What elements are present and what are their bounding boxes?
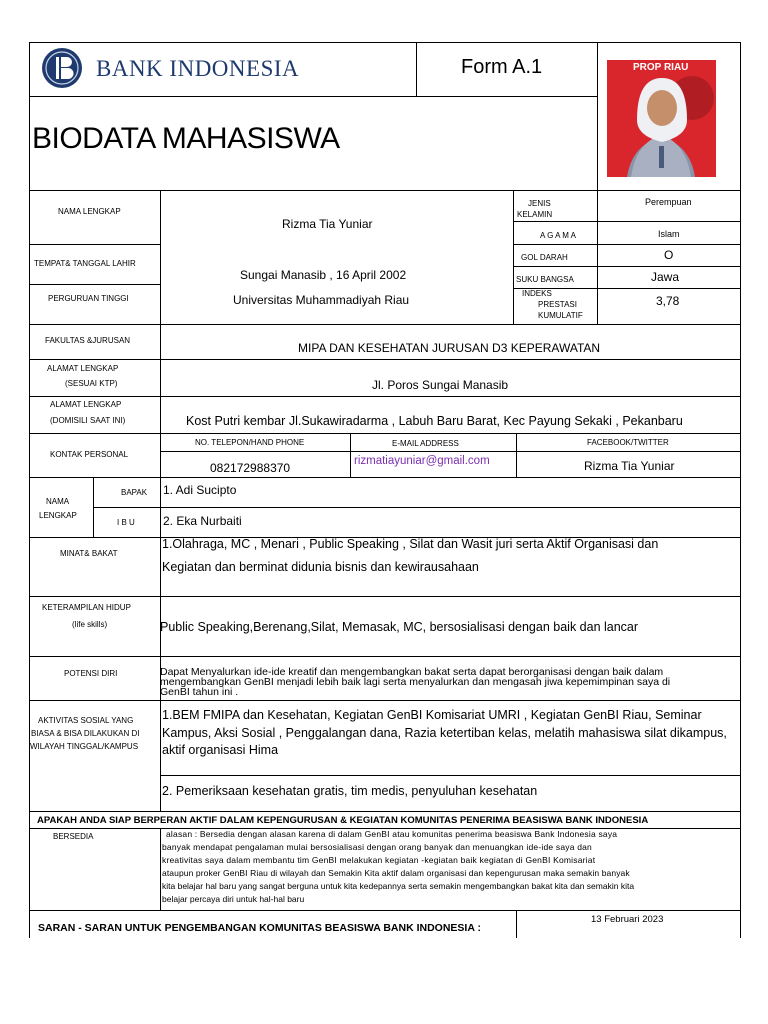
pt-value: Universitas Muhammadiyah Riau: [233, 293, 410, 307]
ipk-label-3: KUMULATIF: [538, 311, 583, 320]
minat-label: MINAT& BAKAT: [60, 549, 118, 558]
pt-label: PERGURUAN TINGGI: [48, 294, 129, 303]
fakultas-label: FAKULTAS &JURUSAN: [45, 336, 131, 345]
nama-label: NAMA LENGKAP: [58, 207, 121, 216]
ipk-label-2: PRESTASI: [538, 300, 577, 309]
ipk-value: 3,78: [656, 294, 680, 308]
bi-emblem-icon: [38, 46, 86, 90]
photo-caption: PROP RIAU: [633, 62, 689, 73]
alamat-ktp-label-2: (SESUAI KTP): [65, 379, 118, 388]
alamat-domisili-value: Kost Putri kembar Jl.Sukawiradarma , Labuh Baru Barat, Kec Payung Sekaki , Pekanbaru: [186, 414, 683, 428]
aktivitas-item1-line-2: Kampus, Aksi Sosial , Penggalangan dana, Razia ketertiban kelas, melatih mahasiswa silat dikampus,: [162, 726, 727, 740]
bank-indonesia-logo: [38, 46, 318, 90]
aktivitas-item1-line-1: 1.BEM FMIPA dan Kesehatan, Kegiatan GenBI Komisariat UMRI , Kegiatan GenBI Riau, Seminar: [162, 708, 702, 722]
aktivitas-label-2: BIASA & BISA DILAKUKAN DI: [31, 729, 140, 738]
alamat-domisili-label-2: (DOMISILI SAAT INI): [50, 416, 126, 425]
orang-tua-label-2: LENGKAP: [39, 511, 77, 520]
form-label: Form A.1: [461, 56, 543, 78]
kesediaan-line-3: kreativitas saya dalam membantu tim GenBI melakukan kegiatan -kegiatan baik kegiatan di GenBI Komisariat: [162, 855, 596, 865]
keterampilan-label-1: KETERAMPILAN HIDUP: [42, 603, 131, 612]
suku-value: Jawa: [651, 270, 680, 284]
ttl-value: Sungai Manasib , 16 April 2002: [240, 268, 407, 282]
kontak-label: KONTAK PERSONAL: [50, 450, 129, 459]
potensi-line-2: mengembangkan GenBI menjadi lebih baik lagi serta menyalurkan dan mengasah jiwa kepemimpinan saya di: [160, 676, 671, 688]
kesediaan-line-1: alasan : Bersedia dengan alasan karena di dalam GenBI atau komunitas penerima beasiswa Bank Indonesia saya: [166, 829, 618, 839]
potensi-line-3: GenBI tahun ini .: [160, 686, 239, 698]
bapak-value: 1. Adi Sucipto: [163, 483, 237, 497]
saran-date: 13 Februari 2023: [591, 914, 664, 925]
jenis-kelamin-label-1: JENIS: [528, 199, 551, 208]
ibu-value: 2. Eka Nurbaiti: [163, 514, 242, 528]
bapak-label: BAPAK: [121, 488, 148, 497]
logo-text: BANK INDONESIA: [96, 56, 300, 81]
email-header: E-MAIL ADDRESS: [392, 439, 459, 448]
orang-tua-label-1: NAMA: [46, 497, 70, 506]
agama-value: Islam: [658, 229, 680, 239]
jenis-kelamin-value: Perempuan: [645, 197, 692, 207]
aktivitas-item2: 2. Pemeriksaan kesehatan gratis, tim medis, penyuluhan kesehatan: [162, 784, 538, 798]
kesediaan-answer-label: BERSEDIA: [53, 832, 94, 841]
potensi-label: POTENSI DIRI: [64, 669, 118, 678]
fakultas-value: MIPA DAN KESEHATAN JURUSAN D3 KEPERAWATAN: [298, 341, 601, 355]
kesediaan-question: APAKAH ANDA SIAP BERPERAN AKTIF DALAM KEPENGURUSAN & KEGIATAN KOMUNITAS PENERIMA BEASISWA BANK INDONESIA: [37, 815, 649, 826]
kesediaan-line-6: belajar percaya diri untuk hal-hal baru: [162, 894, 305, 904]
kesediaan-line-5: kita belajar hal baru yang sangat berguna untuk kita kedepannya serta semakin mengembangkan bakat kita dan semakin kita: [162, 881, 635, 891]
ipk-label-1: INDEKS: [522, 289, 552, 298]
aktivitas-label-3: WILAYAH TINGGAL/KAMPUS: [30, 742, 139, 751]
minat-line-2: Kegiatan dan berminat didunia bisnis dan kewirausahaan: [162, 560, 479, 574]
fb-value: Rizma Tia Yuniar: [584, 459, 675, 473]
student-photo: [607, 60, 716, 177]
aktivitas-label-1: AKTIVITAS SOSIAL YANG: [38, 716, 134, 725]
ttl-label: TEMPAT& TANGGAL LAHIR: [34, 259, 136, 268]
telp-header: NO. TELEPON/HAND PHONE: [195, 438, 305, 447]
ibu-label: I B U: [117, 518, 135, 527]
kesediaan-line-4: ataupun proker GenBI Riau di wilayah dan Semakin Kita aktif dalam organisasi dan kepengurusan maka semakin banyak: [162, 868, 630, 878]
telp-value: 082172988370: [210, 461, 291, 475]
kesediaan-line-2: banyak mendapat pengalaman mulai bersosialisasi dengan orang banyak dan menuangkan ide-ide saya dan: [162, 842, 592, 852]
saran-label: SARAN - SARAN UNTUK PENGEMBANGAN KOMUNITAS BEASISWA BANK INDONESIA :: [38, 922, 481, 934]
jenis-kelamin-label-2: KELAMIN: [517, 210, 553, 219]
keterampilan-label-2: (life skills): [72, 620, 108, 629]
gol-darah-value: O: [664, 248, 674, 262]
nama-value: Rizma Tia Yuniar: [282, 217, 373, 231]
alamat-domisili-label-1: ALAMAT LENGKAP: [50, 400, 122, 409]
page-title: BIODATA MAHASISWA: [32, 122, 340, 155]
potensi-line-1: Dapat Menyalurkan ide-ide kreatif dan mengembangkan bakat serta dapat berorganisasi dengan baik dalam: [160, 666, 664, 678]
keterampilan-value: Public Speaking,Berenang,Silat, Memasak, MC, bersosialisasi dengan baik dan lancar: [160, 620, 639, 634]
suku-label: SUKU BANGSA: [516, 275, 574, 284]
alamat-ktp-label-1: ALAMAT LENGKAP: [47, 364, 119, 373]
gol-darah-label: GOL DARAH: [521, 253, 568, 262]
alamat-ktp-value: Jl. Poros Sungai Manasib: [372, 378, 509, 392]
email-value[interactable]: rizmatiayuniar@gmail.com: [354, 455, 490, 467]
fb-header: FACEBOOK/TWITTER: [587, 438, 669, 447]
agama-label: A G A M A: [540, 231, 577, 240]
minat-line-1: 1.Olahraga, MC , Menari , Public Speaking , Silat dan Wasit juri serta Aktif Organisasi dan: [162, 537, 659, 551]
aktivitas-item1-line-3: aktif organisasi Hima: [162, 743, 279, 757]
